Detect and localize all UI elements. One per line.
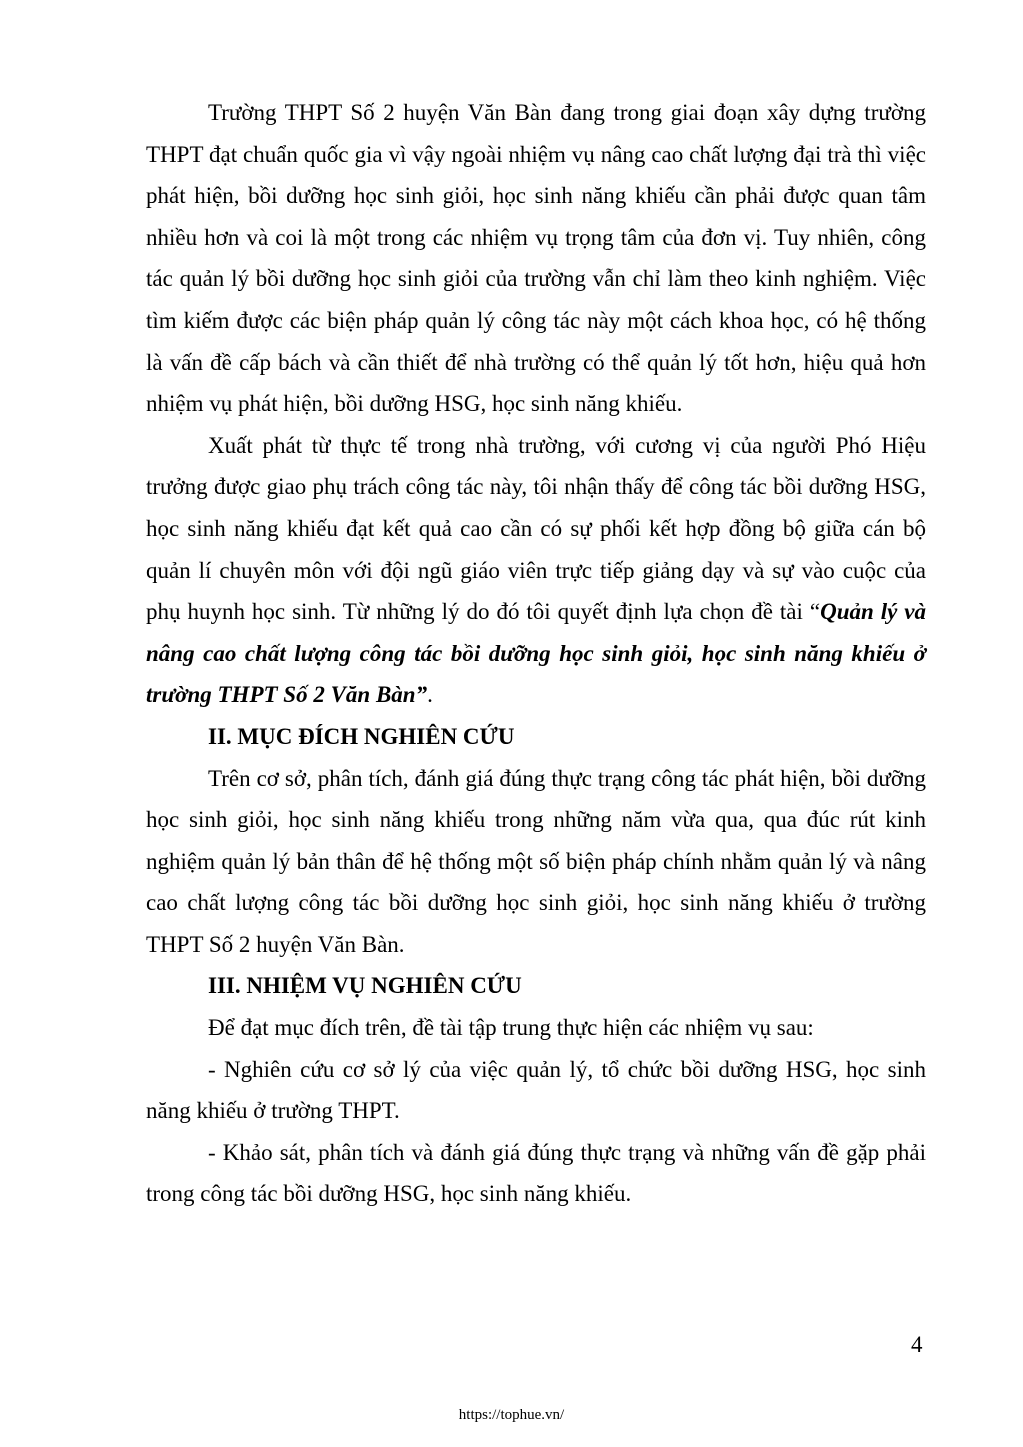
thesis-title: Quản lý và nâng cao chất lượng công tác bồi dưỡng học sinh giỏi, học sinh năng khiếu ở trường THPT Số 2 Văn Bàn” (146, 599, 926, 708)
paragraph-reason (146, 425, 926, 716)
task-item-2: - Khảo sát, phân tích và đánh giá đúng thực trạng và những vấn đề gặp phải trong công tác bồi dưỡng HSG, học sinh năng khiếu. (146, 1139, 926, 1207)
paragraph-purpose: Trên cơ sở, phân tích, đánh giá đúng thực trạng công tác phát hiện, bồi dưỡng học sinh giỏi, học sinh năng khiếu trong những năm vừa qua, qua đúc rút kinh nghiệm quản lý bản thân để hệ thống một số biện pháp chính nhằm quản lý và nâng cao chất lượng công tác bồi dưỡng học sinh giỏi, học sinh năng khiếu ở trường THPT Số 2 huyện Văn Bàn. (146, 765, 926, 957)
paragraph-reason-end: . (427, 682, 433, 708)
document-page (146, 92, 926, 1215)
section-heading-purpose: II. MỤC ĐÍCH NGHIÊN CỨU (208, 723, 515, 749)
task-item-1: - Nghiên cứu cơ sở lý của việc quản lý, tổ chức bồi dưỡng HSG, học sinh năng khiếu ở trường THPT. (146, 1056, 926, 1124)
section-heading-tasks: III. NHIỆM VỤ NGHIÊN CỨU (208, 973, 522, 999)
page-number: 4 (911, 1332, 923, 1357)
footer-url[interactable]: https://tophue.vn/ (458, 1407, 565, 1423)
paragraph-tasks-intro: Để đạt mục đích trên, đề tài tập trung thực hiện các nhiệm vụ sau: (208, 1015, 814, 1041)
paragraph-context: Trường THPT Số 2 huyện Văn Bàn đang trong giai đoạn xây dựng trường THPT đạt chuẩn quốc gia vì vậy ngoài nhiệm vụ nâng cao chất lượng đại trà thì việc phát hiện, bồi dưỡng học sinh giỏi, học sinh năng khiếu cần phải được quan tâm nhiều hơn và coi là một trong các nhiệm vụ trọng tâm của đơn vị. Tuy nhiên, công tác quản lý bồi dưỡng học sinh giỏi của trường vẫn chỉ làm theo kinh nghiệm. Việc tìm kiếm được các biện pháp quản lý công tác này một cách khoa học, có hệ thống là vấn đề cấp bách và cần thiết để nhà trường có thể quản lý tốt hơn, hiệu quả hơn nhiệm vụ phát hiện, bồi dưỡng HSG, học sinh năng khiếu. (146, 100, 926, 417)
paragraph-reason-text: Xuất phát từ thực tế trong nhà trường, với cương vị của người Phó Hiệu trưởng được giao phụ trách công tác này, tôi nhận thấy để công tác bồi dưỡng HSG, học sinh năng khiếu đạt kết quả cao cần có sự phối kết hợp đồng bộ giữa cán bộ quản lí chuyên môn với đội ngũ giáo viên trực tiếp giảng dạy và sự vào cuộc của phụ huynh học sinh. Từ những lý do đó tôi quyết định lựa chọn đề tài “ (146, 432, 926, 625)
